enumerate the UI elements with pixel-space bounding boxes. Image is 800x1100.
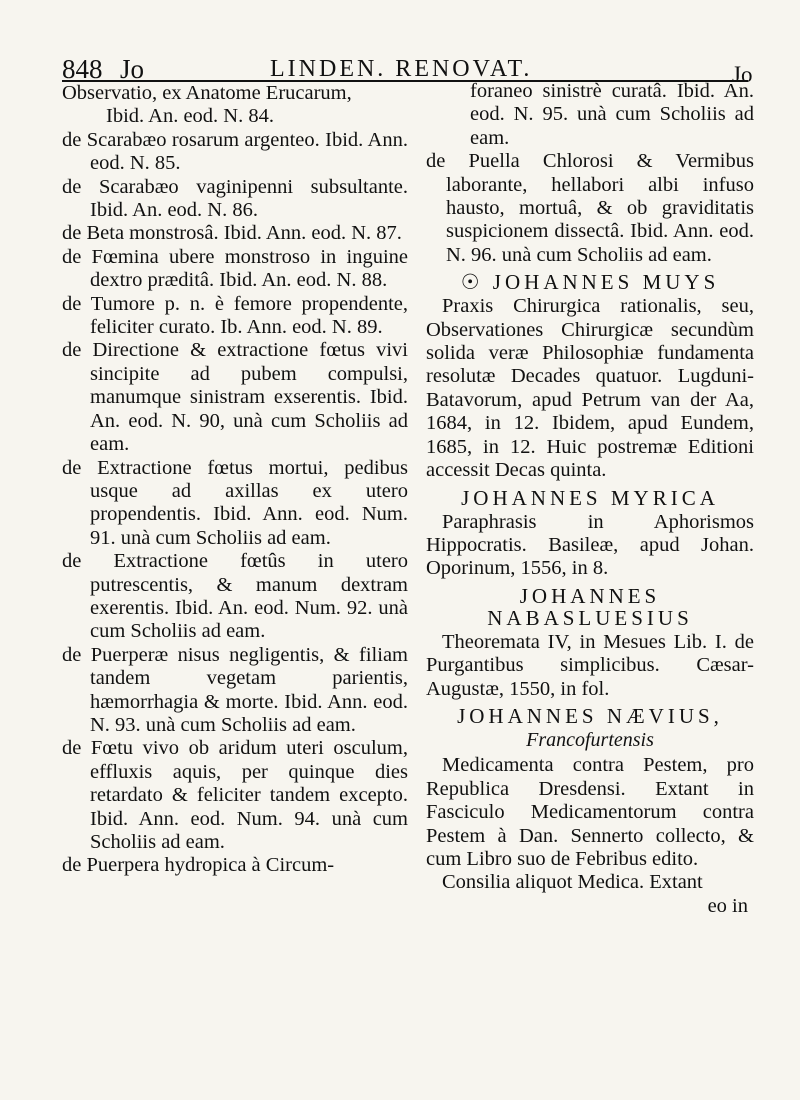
entry: de Extractione fœtûs in utero putrescentis, & manum dextram exerentis. Ibid. An. eod. Num. 92. unà cum Scholiis ad eam. [62, 550, 408, 643]
header-right-word: Jo [732, 62, 753, 87]
left-lead-continuation: Ibid. An. eod. N. 84. [106, 105, 274, 128]
work-entry: Consilia aliquot Medica. Extant [442, 871, 703, 894]
right-lead-continuation: foraneo sinistrè curatâ. Ibid. An. eod. N. 95. unà cum Scholiis ad eam. [470, 80, 754, 149]
entry: de Puella Chlorosi & Vermibus laborante, hellabori albi infuso hausto, mortuâ, & ob graviditatis suspicionem dissectâ. Ibid. Ann. eod. N. 96. unà cum Scholiis ad eam. [426, 150, 754, 266]
catchword: eo in [707, 894, 748, 917]
entry: de Beta monstrosâ. Ibid. Ann. eod. N. 87. [62, 222, 402, 245]
work-entry: Theoremata IV, in Mesues Lib. I. de Purgantibus simplicibus. Cæsar-Augustæ, 1550, in fol. [426, 630, 754, 700]
left-column [62, 82, 408, 878]
entry: de Scarabæo vaginipenni subsultante. Ibid. An. eod. N. 86. [62, 175, 408, 222]
right-column [426, 80, 754, 918]
author-heading: JOHANNES NABASLUESIUS [487, 583, 693, 630]
left-lead-entry: Observatio, ex Anatome Erucarum, [62, 82, 352, 104]
entry: de Tumore p. n. è femore propendente, feliciter curato. Ib. Ann. eod. N. 89. [62, 292, 408, 339]
author-heading: JOHANNES NÆVIUS, [457, 703, 723, 728]
entry: de Fœmina ubere monstroso in inguine dextro præditâ. Ibid. An. eod. N. 88. [62, 245, 408, 292]
author-origin: Francofurtensis [526, 728, 654, 751]
author-heading: JOHANNES MYRICA [461, 485, 719, 510]
entry: de Directione & extractione fœtus vivi sincipite ad pubem compulsi, manumque sinistram exserentis. Ibid. An. eod. N. 90, unà cum Scholiis ad eam. [62, 339, 408, 456]
entry: de Puerpera hydropica à Circum- [62, 854, 335, 877]
work-entry: Paraphrasis in Aphorismos Hippocratis. Basileæ, apud Johan. Oporinum, 1556, in 8. [426, 510, 754, 580]
work-entry: Medicamenta contra Pestem, pro Republica Dresdensi. Extant in Fasciculo Medicamentorum contra Pestem à Dan. Sennerto collecto, & cum Libro suo de Febribus edito. [426, 754, 754, 870]
entry: de Fœtu vivo ob aridum uteri osculum, effluxis aquis, per quinque dies retardato & feliciter tandem excepto. Ibid. Ann. eod. Num. 94. unà cum Scholiis ad eam. [62, 737, 408, 853]
page-number: 848 [62, 54, 103, 84]
entry: de Scarabæo rosarum argenteo. Ibid. Ann. eod. N. 85. [62, 128, 408, 175]
work-entry: Praxis Chirurgica rationalis, seu, Observationes Chirurgicæ secundùm solida veræ Philosophiæ fundamenta resolutæ Decades quatuor. Lugduni-Batavorum, apud Petrum van der Aa, 1684, in 12. Ibidem, apud Eundem, 1685, in 12. Huic postremæ Editioni accessit Decas quinta. [426, 295, 754, 482]
author-heading: ☉ JOHANNES MUYS [460, 270, 720, 295]
header-left-word: Jo [120, 54, 145, 84]
entry: de Extractione fœtus mortui, pedibus usque ad axillas ex utero propendentis. Ibid. Ann. eod. Num. 91. unà cum Scholiis ad eam. [62, 456, 408, 549]
header-title: LINDEN. RENOVAT. [270, 56, 533, 82]
entry: de Puerperæ nisus negligentis, & filiam tandem vegetam parientis, hæmorrhagia & morte. Ibid. Ann. eod. N. 93. unà cum Scholiis ad eam. [62, 643, 408, 736]
